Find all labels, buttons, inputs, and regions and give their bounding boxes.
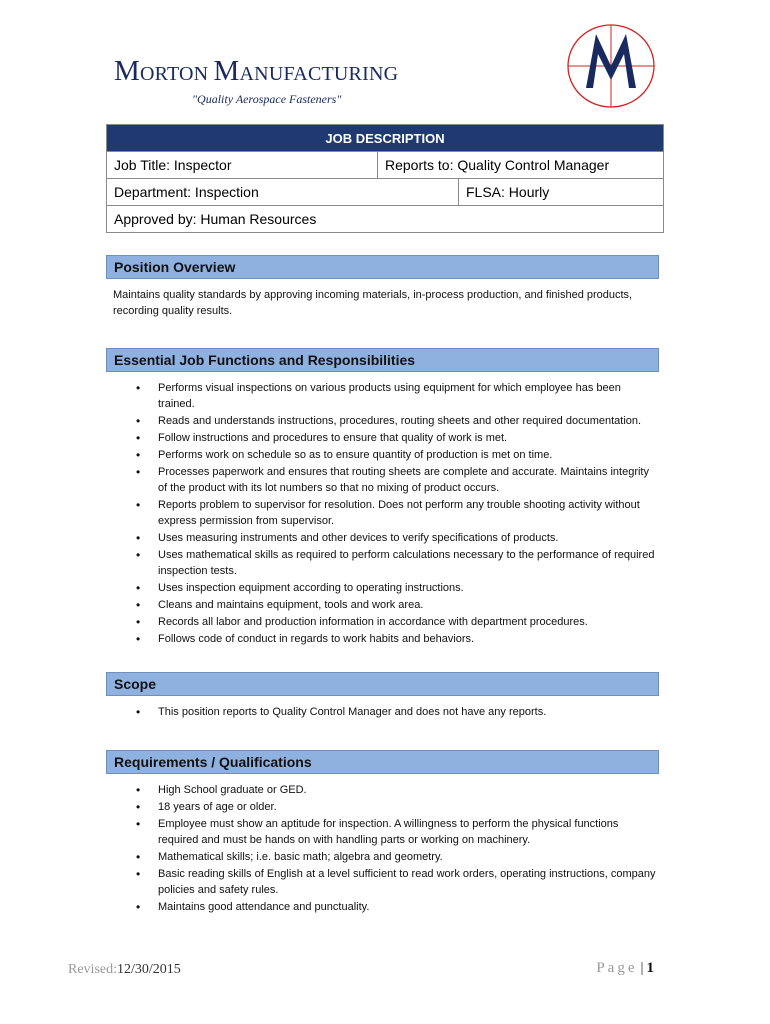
essential-functions-list <box>158 380 658 648</box>
list-item: • Follows code of conduct in regards to work habits and behaviors. <box>158 631 658 647</box>
list-item: • Reads and understands instructions, procedures, routing sheets and other required documentation. <box>158 413 658 429</box>
department-cell: Department: Inspection <box>107 179 459 206</box>
position-overview-heading: Position Overview <box>106 255 659 279</box>
job-description-heading: JOB DESCRIPTION <box>107 125 664 152</box>
company-name-initial-1: M <box>114 55 140 87</box>
list-item: • Mathematical skills; i.e. basic math; algebra and geometry. <box>158 849 658 865</box>
flsa-cell: FLSA: Hourly <box>459 179 664 206</box>
scope-heading: Scope <box>106 672 659 696</box>
list-item: • Records all labor and production information in accordance with department procedures. <box>158 614 658 630</box>
position-overview-text: Maintains quality standards by approving incoming materials, in-process production, and finished products, recording quality results. <box>113 289 633 317</box>
list-item: • Maintains good attendance and punctuality. <box>158 899 658 915</box>
revised-label: Revised: <box>68 962 117 977</box>
company-logo-icon <box>566 22 656 110</box>
list-item: • Reports problem to supervisor for resolution. Does not perform any trouble shooting activity without express permission from supervisor. <box>158 497 658 529</box>
page-label: Page <box>596 960 638 976</box>
list-item: • This position reports to Quality Control Manager and does not have any reports. <box>158 704 658 720</box>
list-item: • Uses measuring instruments and other devices to verify specifications of products. <box>158 530 658 546</box>
requirements-list <box>158 782 658 916</box>
company-name-part-1: ORTON <box>140 63 209 85</box>
list-item: • Uses mathematical skills as required to perform calculations necessary to the performance of required inspection tests. <box>158 547 658 579</box>
list-item: • High School graduate or GED. <box>158 782 658 798</box>
list-item: • Employee must show an aptitude for inspection. A willingness to perform the physical functions required and must be hands on with handling parts or working on machinery. <box>158 816 658 848</box>
page-number-value: 1 <box>646 960 654 976</box>
essential-functions-heading: Essential Job Functions and Responsibilities <box>106 348 659 372</box>
list-item: • 18 years of age or older. <box>158 799 658 815</box>
job-title-cell: Job Title: Inspector <box>107 152 378 179</box>
approved-by-cell: Approved by: Human Resources <box>107 206 664 233</box>
reports-to-cell: Reports to: Quality Control Manager <box>378 152 664 179</box>
company-name-part-2: ANUFACTURING <box>239 63 399 85</box>
company-name-initial-2: M <box>213 55 240 87</box>
list-item: • Follow instructions and procedures to ensure that quality of work is met. <box>158 430 658 446</box>
list-item: • Uses inspection equipment according to operating instructions. <box>158 580 658 596</box>
revision-date <box>68 962 181 978</box>
scope-list <box>158 704 658 721</box>
company-tagline: "Quality Aerospace Fasteners" <box>192 92 342 106</box>
job-description-table <box>106 124 664 233</box>
company-name <box>114 55 398 88</box>
list-item: • Basic reading skills of English at a level sufficient to read work orders, operating instructions, company policies and safety rules. <box>158 866 658 898</box>
page-number <box>596 960 654 977</box>
list-item: • Performs work on schedule so as to ensure quantity of production is met on time. <box>158 447 658 463</box>
list-item: • Cleans and maintains equipment, tools and work area. <box>158 597 658 613</box>
list-item: • Processes paperwork and ensures that routing sheets are complete and accurate. Maintains integrity of the product with its lot numbers so that no mixing of product occurs. <box>158 464 658 496</box>
page-separator: | <box>640 960 644 976</box>
revised-date-value: 12/30/2015 <box>117 962 181 977</box>
list-item: • Performs visual inspections on various products using equipment for which employee has been trained. <box>158 380 658 412</box>
requirements-heading: Requirements / Qualifications <box>106 750 659 774</box>
